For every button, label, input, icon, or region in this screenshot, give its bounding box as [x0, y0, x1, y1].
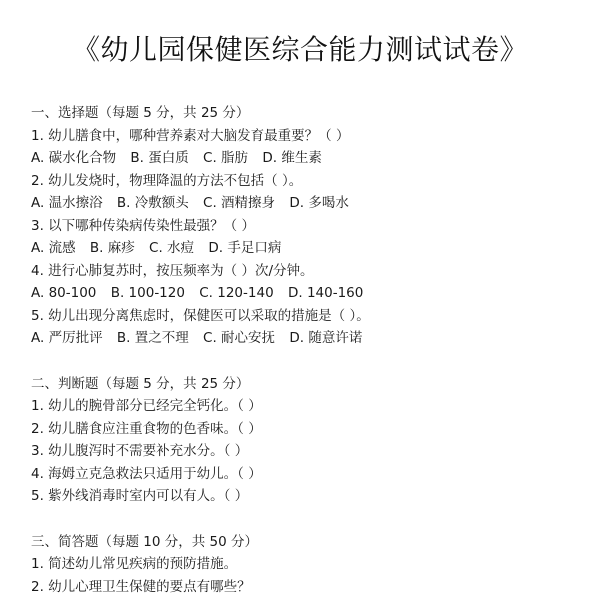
question-stem: 4. 进行心肺复苏时，按压频率为（ ）次/分钟。	[31, 260, 591, 283]
section-heading: 三、简答题（每题 10 分，共 50 分）	[31, 531, 591, 554]
judgment-item: 3. 幼儿腹泻时不需要补充水分。（ ）	[31, 440, 591, 463]
section-heading: 二、判断题（每题 5 分，共 25 分）	[31, 373, 591, 396]
question-options	[31, 327, 591, 350]
question-stem: 1. 幼儿膳食中，哪种营养素对大脑发育最重要？（ ）	[31, 125, 591, 148]
option-c: C. 脂肪	[203, 150, 248, 166]
option-b: B. 麻疹	[90, 240, 135, 256]
question-options	[31, 147, 591, 170]
option-b: B. 冷敷额头	[117, 195, 189, 211]
option-d: D. 维生素	[262, 150, 321, 166]
question-stem: 5. 幼儿出现分离焦虑时，保健医可以采取的措施是（ ）。	[31, 305, 591, 328]
option-c: C. 耐心安抚	[203, 330, 275, 346]
option-b: B. 置之不理	[117, 330, 189, 346]
option-d: D. 140-160	[288, 285, 363, 301]
option-d: D. 多喝水	[289, 195, 348, 211]
judgment-item: 2. 幼儿膳食应注重食物的色香味。（ ）	[31, 418, 591, 441]
judgment-item: 1. 幼儿的腕骨部分已经完全钙化。（ ）	[31, 395, 591, 418]
short-answer-item: 2. 幼儿心理卫生保健的要点有哪些？	[31, 576, 591, 598]
section-short-answer	[31, 531, 591, 598]
question-stem: 3. 以下哪种传染病传染性最强？（ ）	[31, 215, 591, 238]
section-multiple-choice	[31, 102, 591, 350]
option-a: A. 80-100	[31, 285, 96, 301]
judgment-item: 4. 海姆立克急救法只适用于幼儿。（ ）	[31, 463, 591, 486]
question-stem: 2. 幼儿发烧时，物理降温的方法不包括（ ）。	[31, 170, 591, 193]
option-c: C. 酒精擦身	[203, 195, 275, 211]
section-spacer	[31, 350, 591, 373]
short-answer-item: 1. 简述幼儿常见疾病的预防措施。	[31, 553, 591, 576]
option-d: D. 随意许诺	[289, 330, 362, 346]
option-c: C. 120-140	[199, 285, 273, 301]
option-a: A. 碳水化合物	[31, 150, 116, 166]
option-b: B. 蛋白质	[130, 150, 188, 166]
option-a: A. 流感	[31, 240, 76, 256]
option-a: A. 温水擦浴	[31, 195, 103, 211]
judgment-item: 5. 紫外线消毒时室内可以有人。（ ）	[31, 485, 591, 508]
question-options	[31, 282, 591, 305]
section-true-false	[31, 373, 591, 508]
section-spacer	[31, 508, 591, 531]
option-a: A. 严厉批评	[31, 330, 103, 346]
exam-title: 《幼儿园保健医综合能力测试试卷》	[0, 30, 600, 70]
section-heading: 一、选择题（每题 5 分，共 25 分）	[31, 102, 591, 125]
question-options	[31, 192, 591, 215]
option-d: D. 手足口病	[208, 240, 281, 256]
option-b: B. 100-120	[111, 285, 185, 301]
option-c: C. 水痘	[149, 240, 194, 256]
exam-content	[31, 102, 591, 598]
question-options	[31, 237, 591, 260]
